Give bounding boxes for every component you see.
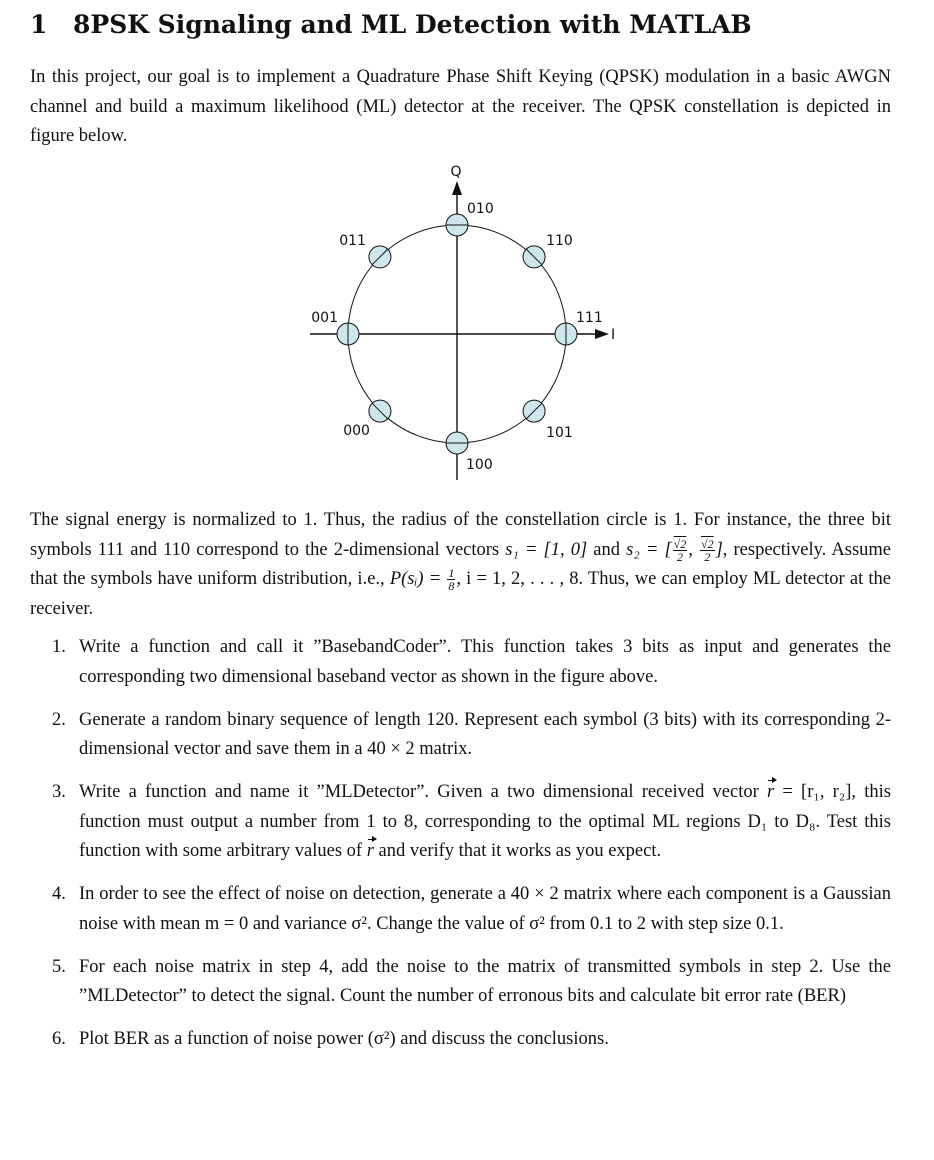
- section-heading: [30, 10, 752, 39]
- section-title: 8PSK Signaling and ML Detection with MATLAB: [73, 10, 752, 39]
- constellation-figure: [30, 160, 891, 490]
- constellation-point-label: 100: [466, 457, 493, 473]
- list-item: 1. Write a function and call it ”BasebandCoder”. This function takes 3 bits as input and generates the corresponding two dimensional baseband vector as shown in the figure above.: [52, 637, 891, 687]
- i-axis-label: I: [611, 327, 616, 343]
- constellation-point-label: 110: [546, 232, 573, 249]
- constellation-point-label: 101: [546, 425, 573, 442]
- list-item: 5. For each noise matrix in step 4, add the noise to the matrix of transmitted symbols in step 2. Use the ”MLDetector” to detect the signal. Count the number of erronous bits and calculate bit error rate (BER): [52, 956, 891, 1006]
- probability-expression: P(sᵢ) = $\frac{1}{8}$: [389, 566, 455, 594]
- list-item: 4. In order to see the effect of noise on detection, generate a 40 × 2 matrix where each component is a Gaussian noise with mean m = 0 and variance σ². Change the value of σ² from 0.1 to 2 with step size 0.1.: [52, 884, 891, 934]
- intro-paragraph: In this project, our goal is to implement a Quadrature Phase Shift Keying (QPSK) modulation in a basic AWGN channel and build a maximum likelihood (ML) detector at the receiver. The QPSK constellation is depicted in figure below.: [30, 67, 891, 146]
- constellation-point-label: 111: [576, 310, 603, 326]
- energy-paragraph: The signal energy is normalized to 1. Thus, the radius of the constellation circle is 1. For instance, the three bit symbols 111 and 110 correspond to the 2-dimensional vectors s₁ = [1, 0] and s₂ = [ $\frac{√2}{2}$ , $\frac{√2}{2}$ ], respectively. Assume that the symbols have uniform distribution, i.e., P(sᵢ) = $\frac{1}{8}$ , i = 1, 2, . . . , 8. Thus, we can employ ML detector at the receiver.: [30, 510, 892, 619]
- q-axis-label: Q: [450, 164, 462, 180]
- section-number: 1: [30, 10, 48, 39]
- constellation-point-label: 000: [343, 423, 370, 440]
- constellation-point-label: 001: [311, 310, 338, 326]
- i-axis-arrow: [595, 329, 609, 339]
- vector-r: r: [367, 837, 374, 867]
- vector-s2: s₂ = [ $\frac{√2}{2}$ , $\frac{√2}{2}$ ]: [626, 536, 723, 564]
- list-item: 6. Plot BER as a function of noise power (σ²) and discuss the conclusions.: [52, 1029, 609, 1049]
- constellation-point-label: 011: [339, 232, 366, 249]
- vector-s1: s₁ = [1, 0]: [505, 539, 588, 560]
- list-item: 2. Generate a random binary sequence of length 120. Represent each symbol (3 bits) with its corresponding 2-dimensional vector and save them in a 40 × 2 matrix.: [52, 709, 891, 759]
- vector-r: r: [767, 778, 774, 808]
- list-item: 3. Write a function and name it ”MLDetector”. Given a two dimensional received vector r = [r₁, r₂], this function must output a number from 1 to 8, corresponding to the optimal ML regions D₁ to D₈. Test this function with some arbitrary values of r and verify that it works as you expect.: [30, 778, 891, 867]
- constellation-diagram: [30, 160, 891, 490]
- constellation-point-label: 010: [467, 201, 494, 217]
- q-axis-arrow: [452, 181, 462, 195]
- task-list: [30, 633, 891, 1068]
